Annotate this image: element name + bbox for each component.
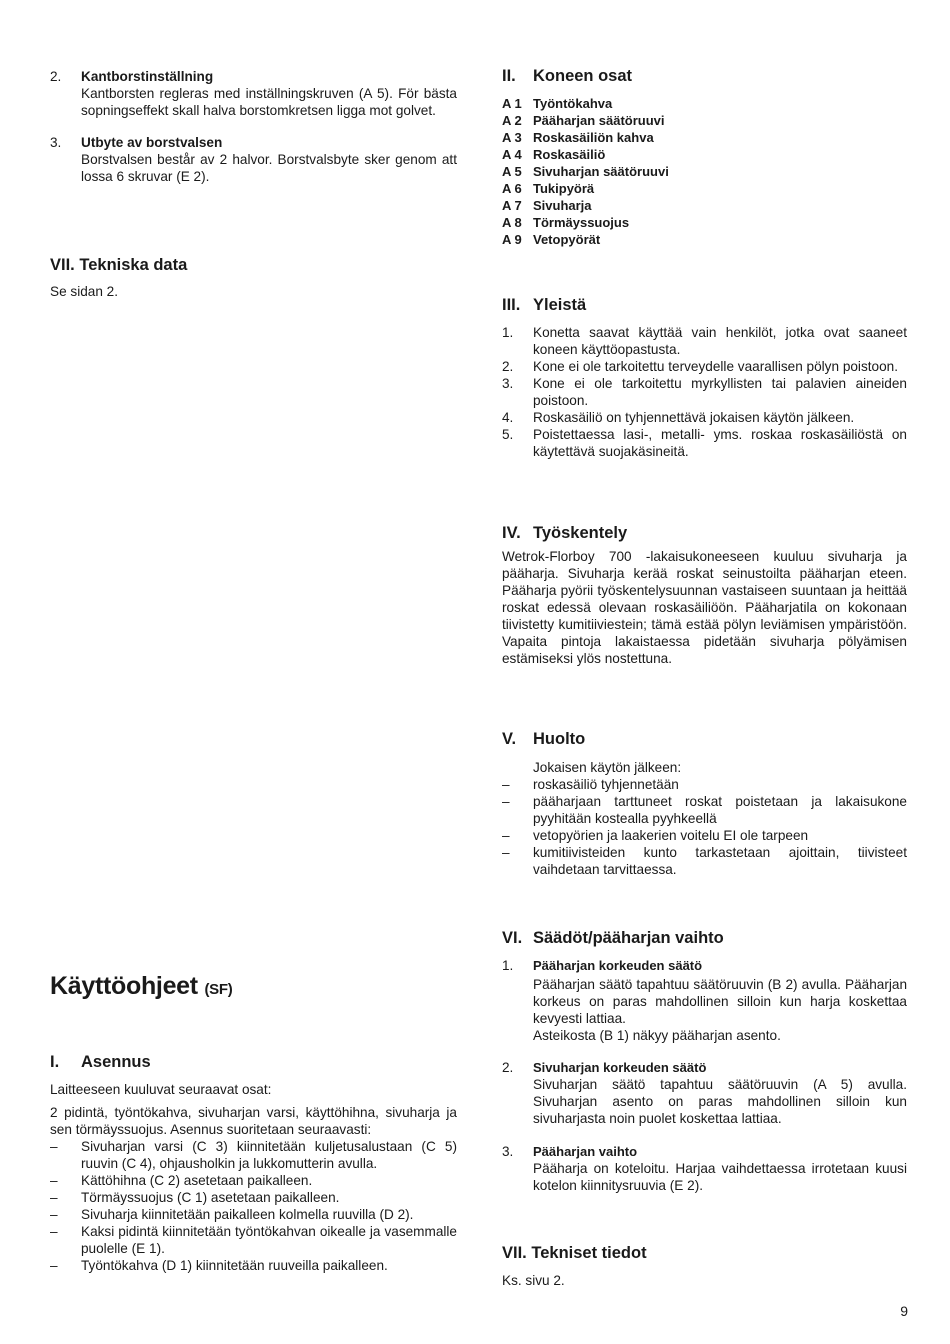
list-item: 3. Kone ei ole tarkoitettu myrkyllisten tai palavien aineiden poistoon. [502, 376, 907, 408]
part-row: A 6 Tukipyörä [502, 181, 595, 196]
section-tyoskentely [502, 523, 907, 667]
section-number: VII. [502, 1244, 527, 1262]
section-heading [502, 523, 907, 543]
item-title: Utbyte av borstvalsen [81, 135, 223, 150]
section-tekniset-tiedot [502, 1243, 907, 1289]
list-item: – vetopyörien ja laakerien voitelu EI ole tarpeen [502, 828, 809, 843]
item-number: 2. [50, 69, 62, 84]
section-asennus [50, 1052, 457, 1274]
section-title: Yleistä [533, 296, 587, 314]
part-row: A 5 Sivuharjan säätöruuvi [502, 164, 669, 179]
part-row: A 9 Vetopyörät [502, 232, 601, 247]
section-heading [502, 729, 907, 749]
item-text: Kantborsten regleras med inställningskruven (A 5). För bästa sopningseffekt skall halva borstomkretsen ligga mot golvet. [81, 86, 457, 118]
item-title: Pääharjan vaihto [533, 1144, 638, 1159]
item-title: Pääharjan korkeuden säätö [533, 958, 703, 973]
list-item: – Sivuharja kiinnitetään paikalleen kolmella ruuvilla (D 2). [50, 1207, 414, 1222]
part-row: A 4 Roskasäiliö [502, 147, 606, 162]
list-item: – roskasäiliö tyhjennetään [502, 777, 679, 792]
manual-title [50, 971, 457, 1005]
list-item: 1. Konetta saavat käyttää vain henkilöt, jotka ovat saaneet koneen käyttöopastusta. [502, 325, 907, 357]
list-item: 1. Pääharjan korkeuden säätö Pääharjan säätö tapahtuu säätöruuvin (B 2) avulla. Pääharjan korkeus on paras mahdollinen silloin kun harja koskettaa kevyesti lattiaa. Asteikosta (B 1) näkyy pääharjan asento. [502, 958, 907, 1043]
dash-list [50, 1138, 457, 1274]
section-title: Koneen osat [533, 67, 633, 85]
section-text: Wetrok-Florboy 700 -lakaisukoneeseen kuuluu sivuharja ja pääharja. Sivuharja kerää roskat seinustoilta pääharjan eteen. Pääharja pyörii työskentelysuunnan vastaiseen suuntaan ja heittää roskat edessä olevaan roskasäiliöön. Pääharjatila on kokonaan tiivistetty kumitiiviestein; tämä estää pölyn leviämisen ympäristöön. Vapaita pintoja lakaistaessa pidetään sivuharja pölyämisen estämiseksi ylös nostettuna. [502, 549, 907, 666]
section-number: I. [50, 1053, 60, 1071]
huolto-intro: Jokaisen käytön jälkeen: [533, 760, 682, 775]
section-number: VI. [502, 929, 523, 947]
section-heading [50, 1052, 457, 1072]
list-item: – Kättöhihna (C 2) asetetaan paikalleen. [50, 1173, 313, 1188]
section-title: Säädöt/pääharjan vaihto [533, 929, 724, 947]
section-heading [502, 66, 907, 86]
item-text: Sivuharjan säätö tapahtuu säätöruuvin (A 5) avulla. Sivuharjan asento on paras mahdollinen silloin kun sivuharjasta noin puolet koskettaa lattiaa. [533, 1077, 907, 1126]
paragraph: Laitteeseen kuuluvat seuraavat osat: [50, 1082, 272, 1097]
part-row: A 8 Törmäyssuojus [502, 215, 630, 230]
section-saadot [502, 928, 907, 1194]
list-item: 2. Kone ei ole tarkoitettu terveydelle vaarallisen pölyn poistoon. [502, 359, 898, 374]
section-number: VII. [50, 256, 75, 274]
list-item: – pääharjaan tarttuneet roskat poistetaan ja lakaisukone pyyhitään kostealla pyyhkeellä [502, 794, 907, 826]
list-item-kantborst [50, 68, 457, 119]
parts-list [502, 95, 907, 248]
item-text: Borstvalsen består av 2 halvor. Borstvalsbyte sker genom att lossa 6 skruvar (E 2). [81, 152, 457, 184]
list-item: 3. Pääharjan vaihto Pääharja on koteloitu. Harjaa vaihdettaessa irrotetaan kuusi kotelon kiinnitysruuvia (E 2). [502, 1144, 907, 1193]
paragraph: 2 pidintä, työntökahva, sivuharjan varsi, käyttöhihna, sivuharja ja sen törmäyssuojus. Asennus suoritetaan seuraavasti: [50, 1105, 457, 1137]
part-row: A 7 Sivuharja [502, 198, 592, 213]
item-title: Sivuharjan korkeuden säätö [533, 1060, 707, 1075]
left-column [50, 68, 457, 185]
section-heading [502, 1243, 907, 1263]
part-row: A 3 Roskasäiliön kahva [502, 130, 654, 145]
list-item: 5. Poistettaessa lasi-, metalli- yms. roskaa roskasäiliöstä on käytettävä suojakäsineitä. [502, 427, 907, 459]
section-koneen-osat [502, 66, 907, 248]
section-heading [502, 295, 907, 315]
section-number: III. [502, 296, 521, 314]
section-text: Se sidan 2. [50, 284, 119, 299]
list-item: – kumitiivisteiden kunto tarkastetaan ajoittain, tiivisteet vaihdetaan tarvittaessa. [502, 845, 907, 877]
section-title: Asennus [81, 1053, 151, 1071]
section-title: Työskentely [533, 524, 628, 542]
section-tekniska-data [50, 255, 457, 300]
page-number: 9 [900, 1303, 908, 1319]
item-title: Kantborstinställning [81, 69, 214, 84]
item-text: Pääharjan säätö tapahtuu säätöruuvin (B 2) avulla. Pääharjan korkeus on paras mahdollinen silloin kun harja koskettaa kevyesti lattiaa. [533, 977, 907, 1026]
list-item: 4. Roskasäiliö on tyhjennettävä jokaisen käytön jälkeen. [502, 410, 855, 425]
numbered-list [502, 324, 907, 460]
list-item: – Työntökahva (D 1) kiinnitetään ruuveilla paikalleen. [50, 1258, 388, 1273]
section-yleista [502, 295, 907, 460]
list-item: – Törmäyssuojus (C 1) asetetaan paikalleen. [50, 1190, 340, 1205]
section-huolto [502, 729, 907, 878]
section-heading [502, 928, 907, 948]
part-row: A 2 Pääharjan säätöruuvi [502, 113, 665, 128]
section-title: Tekniset tiedot [531, 1244, 647, 1262]
section-number: II. [502, 67, 516, 85]
list-item: – Sivuharjan varsi (C 3) kiinnitetään kuljetusalustaan (C 5) ruuvin (C 4), ohjausholkin ja lukkomutterin avulla. [50, 1139, 457, 1171]
list-item-borstvals [50, 134, 457, 185]
manual-title-text: Käyttöohjeet [50, 972, 198, 1000]
section-number: IV. [502, 524, 521, 542]
manual-language: (SF) [204, 981, 233, 998]
part-row: A 1 Työntökahva [502, 96, 613, 111]
section-number: V. [502, 730, 517, 748]
list-item: 2. Sivuharjan korkeuden säätö Sivuharjan säätö tapahtuu säätöruuvin (A 5) avulla. Sivuharjan asento on paras mahdollinen silloin kun sivuharjasta noin puolet koskettaa lattiaa. [502, 1060, 907, 1126]
section-heading [50, 255, 457, 275]
section-text: Ks. sivu 2. [502, 1273, 565, 1288]
dash-list [502, 776, 907, 878]
item-text: Pääharja on koteloitu. Harjaa vaihdettaessa irrotetaan kuusi kotelon kiinnitysruuvia (E 2). [533, 1161, 907, 1193]
section-title: Tekniska data [79, 256, 188, 274]
section-title: Huolto [533, 730, 586, 748]
list-item: – Kaksi pidintä kiinnitetään työntökahvan oikealle ja vasemmalle puolelle (E 1). [50, 1224, 457, 1256]
item-extra: Asteikosta (B 1) näkyy pääharjan asento. [533, 1028, 781, 1043]
item-number: 3. [50, 135, 62, 150]
